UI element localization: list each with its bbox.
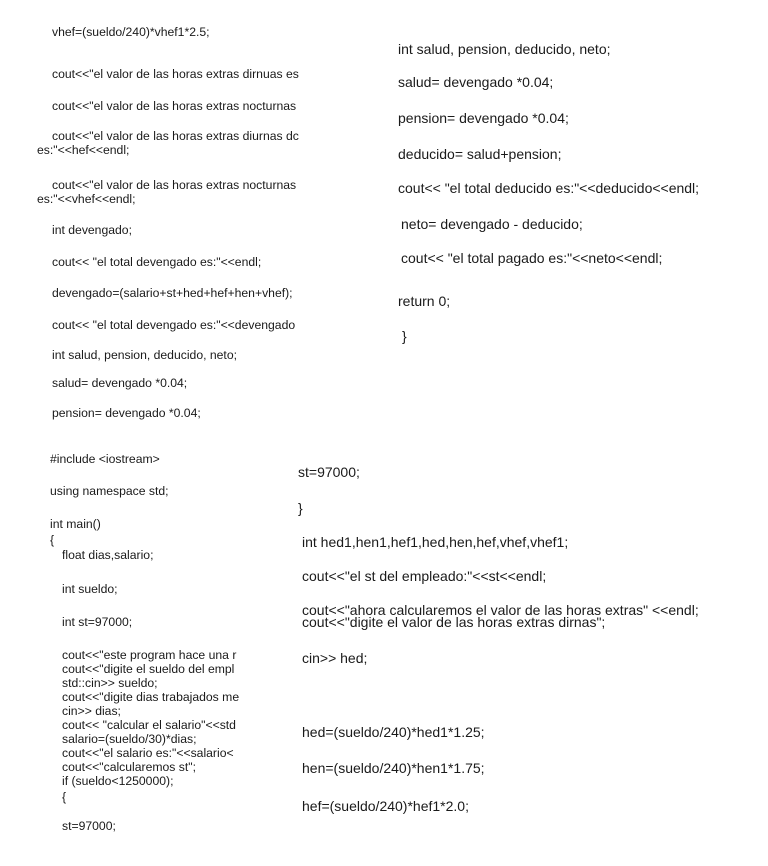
code-snippet-bottom-left bbox=[0, 440, 274, 866]
code-line: int main() bbox=[50, 517, 101, 531]
code-line: vhef=(sueldo/240)*vhef1*2.5; bbox=[52, 25, 210, 39]
code-line: salud= devengado *0.04; bbox=[398, 74, 554, 90]
code-line: int st=97000; bbox=[62, 615, 133, 629]
code-line: cin>> hed; bbox=[302, 650, 368, 666]
code-line: cout<< "el total deducido es:"<<deducido<<endl; bbox=[398, 180, 700, 196]
code-line: cout<< "calcular el salario"<<std bbox=[62, 718, 236, 732]
code-line: pension= devengado *0.04; bbox=[52, 406, 201, 420]
code-line: int devengado; bbox=[52, 223, 132, 237]
code-line: int sueldo; bbox=[62, 582, 118, 596]
code-line: cout<<"el valor de las horas extras diurnas dc bbox=[52, 129, 299, 143]
code-line: } bbox=[402, 328, 407, 344]
code-line: st=97000; bbox=[62, 819, 116, 833]
code-line: { bbox=[50, 533, 55, 547]
code-line: cout<< "el total pagado es:"<<neto<<endl; bbox=[401, 250, 663, 266]
code-line: salario=(sueldo/30)*dias; bbox=[62, 732, 197, 746]
code-line: cin>> dias; bbox=[62, 704, 121, 718]
code-snippet-top-left bbox=[0, 0, 340, 432]
code-line: using namespace std; bbox=[50, 484, 169, 498]
code-snippet-bottom-right bbox=[290, 462, 768, 822]
code-line: pension= devengado *0.04; bbox=[398, 110, 569, 126]
code-line: cout<<"digite dias trabajados me bbox=[62, 690, 240, 704]
code-line: es:"<<vhef<<endl; bbox=[37, 192, 136, 206]
code-line: cout<<"calcularemos st"; bbox=[62, 760, 196, 774]
code-line-cropped: int salud, pension, deducido, neto; bbox=[398, 41, 611, 57]
code-line: cout<< "el total devengado es:"<<devengado bbox=[52, 318, 296, 332]
code-line: int salud, pension, deducido, neto; bbox=[52, 348, 237, 362]
code-line: salud= devengado *0.04; bbox=[52, 376, 188, 390]
code-line: cout<<"digite el sueldo del empl bbox=[62, 662, 235, 676]
code-line: es:"<<hef<<endl; bbox=[37, 143, 130, 157]
code-line: devengado=(salario+st+hed+hef+hen+vhef); bbox=[52, 286, 293, 300]
code-line: cout<<"el valor de las horas extras nocturnas bbox=[52, 99, 297, 113]
code-line: neto= devengado - deducido; bbox=[401, 216, 583, 232]
code-line: float dias,salario; bbox=[62, 548, 154, 562]
code-line: hef=(sueldo/240)*hef1*2.0; bbox=[302, 798, 469, 814]
code-line: #include <iostream> bbox=[50, 452, 160, 466]
code-line: std::cin>> sueldo; bbox=[62, 676, 158, 690]
code-line: int hed1,hen1,hef1,hed,hen,hef,vhef,vhef1; bbox=[302, 534, 569, 550]
code-line: hen=(sueldo/240)*hen1*1.75; bbox=[302, 760, 485, 776]
code-line: hed=(sueldo/240)*hed1*1.25; bbox=[302, 724, 485, 740]
code-line: if (sueldo<1250000); bbox=[62, 774, 174, 788]
code-line: cout<<"el valor de las horas extras dirnuas es bbox=[52, 67, 299, 81]
code-snippet-top-right bbox=[390, 41, 768, 360]
code-line: } bbox=[298, 500, 303, 516]
code-line: st=97000; bbox=[298, 464, 360, 480]
code-line: cout<<"el valor de las horas extras nocturnas bbox=[52, 178, 297, 192]
code-line: cout<<"el salario es:"<<salario< bbox=[62, 746, 234, 760]
code-line: cout<< "el total devengado es:"<<endl; bbox=[52, 255, 262, 269]
code-line: cout<<"este program hace una r bbox=[62, 648, 237, 662]
code-line: cout<<"ahora calcularemos el valor de las horas extras" <<endl; bbox=[302, 602, 699, 618]
code-line: { bbox=[62, 790, 67, 804]
code-line: cout<<"el st del empleado:"<<st<<endl; bbox=[302, 568, 547, 584]
code-line: deducido= salud+pension; bbox=[398, 146, 562, 162]
code-line: return 0; bbox=[398, 293, 451, 309]
code-line: cout<<"digite el valor de las horas extras dirnas"; bbox=[302, 614, 606, 630]
